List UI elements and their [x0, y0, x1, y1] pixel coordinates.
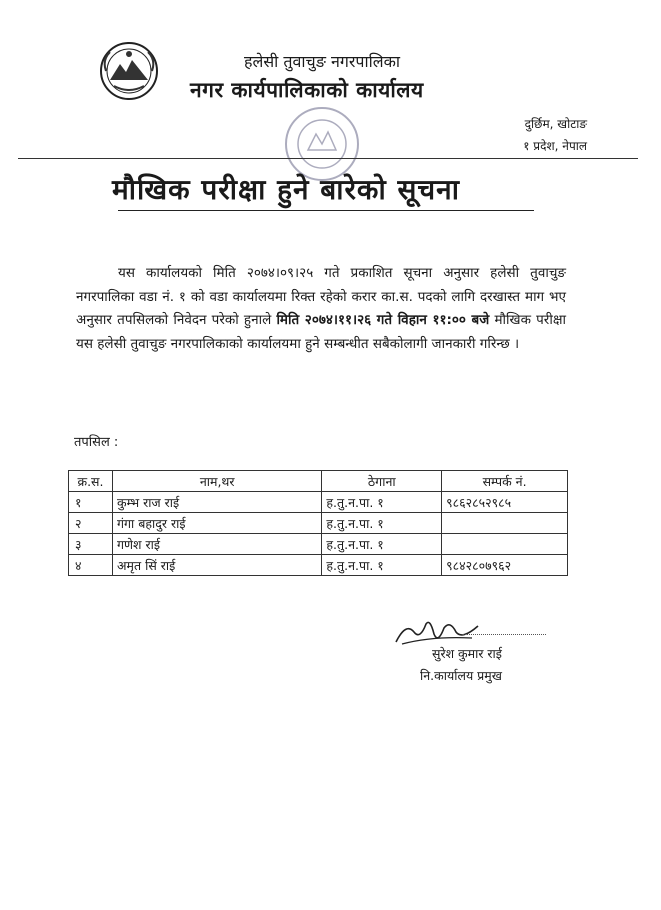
- exam-datetime: मिति २०७४।११।२६ गते विहान ११:०० बजे: [276, 312, 490, 328]
- table-row: [69, 492, 568, 513]
- address-cell: ह.तु.न.पा. १: [322, 534, 442, 555]
- serial-cell: २: [69, 513, 113, 534]
- address-cell: ह.तु.न.पा. १: [322, 555, 442, 576]
- table-row: [69, 513, 568, 534]
- notice-title: मौखिक परीक्षा हुने बारेको सूचना: [112, 173, 460, 206]
- serial-cell: ४: [69, 555, 113, 576]
- signature-line: [462, 634, 546, 635]
- column-header: सम्पर्क नं.: [442, 471, 568, 492]
- candidate-table: [68, 470, 568, 576]
- table-header-row: [69, 471, 568, 492]
- name-cell: गणेश राई: [112, 534, 321, 555]
- table-row: [69, 534, 568, 555]
- notice-body-part2: मौखिक परीक्षा यस हलेसी तुवाचुङ नगरपालिकाको कार्यालयमा हुने सम्बन्धीत सबैकोलागी जानकारी गरिन्छ ।: [76, 312, 566, 352]
- municipality-name: हलेसी तुवाचुङ नगरपालिका: [244, 52, 401, 71]
- notice-body: [76, 262, 566, 356]
- signer-title: नि.कार्यालय प्रमुख: [420, 668, 502, 683]
- address-line-1: दुर्छिम, खोटाङ: [524, 117, 587, 131]
- contact-cell: [442, 513, 568, 534]
- column-header: नाम,थर: [112, 471, 321, 492]
- name-cell: कुम्भ राज राई: [112, 492, 321, 513]
- contact-cell: [442, 534, 568, 555]
- tabular-label: तपसिल :: [74, 435, 119, 450]
- name-cell: गंगा बहादुर राई: [112, 513, 321, 534]
- column-header: क्र.स.: [69, 471, 113, 492]
- name-cell: अमृत सिं राई: [112, 555, 321, 576]
- contact-cell: ९८६२८५२९८५: [442, 492, 568, 513]
- table-row: [69, 555, 568, 576]
- serial-cell: ३: [69, 534, 113, 555]
- title-underline: [118, 210, 534, 211]
- nepal-emblem-icon: [98, 40, 160, 102]
- address-line-2: १ प्रदेश, नेपाल: [523, 139, 587, 153]
- signer-name: सुरेश कुमार राई: [432, 646, 502, 661]
- column-header: ठेगाना: [322, 471, 442, 492]
- contact-cell: ९८४२८०७९६२: [442, 555, 568, 576]
- address-cell: ह.तु.न.पा. १: [322, 492, 442, 513]
- address-cell: ह.तु.न.पा. १: [322, 513, 442, 534]
- header-divider: [18, 158, 638, 159]
- notice-body-part1: यस कार्यालयको मिति २०७४।०९।२५ गते प्रकाशित सूचना अनुसार हलेसी तुवाचुङ नगरपालिका वडा नं. १ को वडा कार्यालयमा रिक्त रहेको करार का.स. पदको लागि दरखास्त माग भए अनुसार तपसिलको निवेदन परेको हुनाले: [76, 265, 566, 328]
- serial-cell: १: [69, 492, 113, 513]
- office-name: नगर कार्यपालिकाको कार्यालय: [190, 78, 424, 102]
